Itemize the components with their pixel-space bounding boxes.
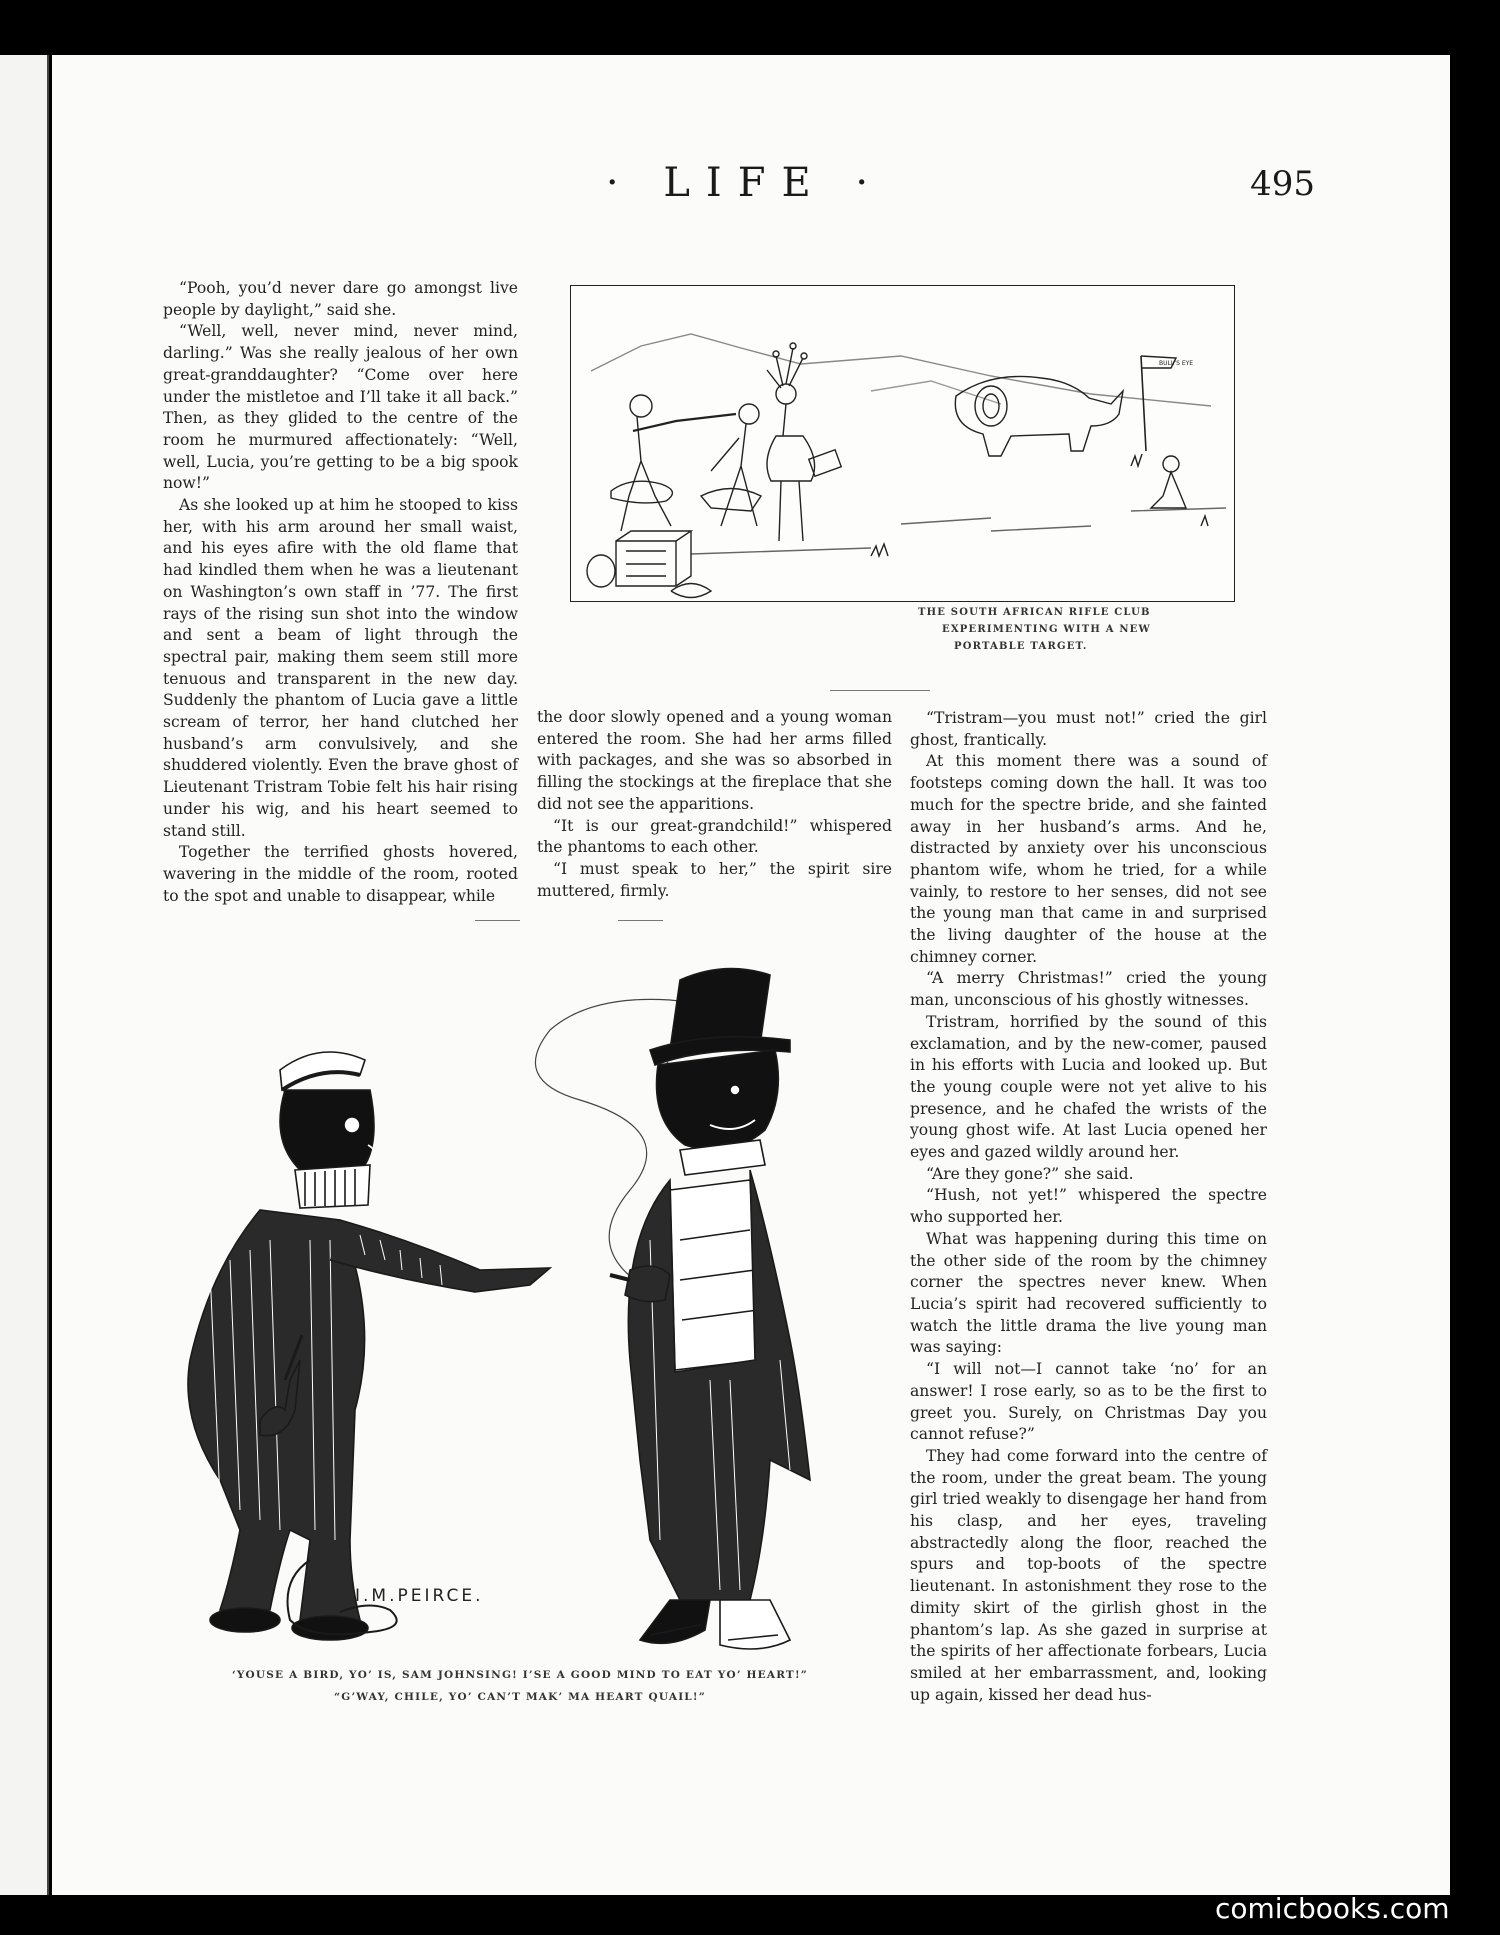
paragraph: Tristram, horrified by the sound of this exclamation, and by the new-comer, paused in his efforts with Lucia and looked up. But the young couple were not yet alive to his presence, and he chafed the wrists of the young ghost wife. At last Lucia opened her eyes and gazed wildly around her. [910, 1012, 1267, 1162]
paragraph: “Pooh, you’d never dare go amongst live people by daylight,” said she. [163, 279, 518, 319]
paragraph: They had come forward into the centre of the room, under the great beam. The young girl tried weakly to disengage her hand from his clasp, and her eyes, traveling abstractedly along the floor, reached the spurs and top-boots of the spectre lieutenant. In astonishment they rose to the dimity skirt of the girlish ghost in the phantom’s lap. As she gazed in surprise at the spirits of her affectionate forbears, Lucia smiled at her embarrassment, and, looking up again, kissed her dead hus- [910, 1446, 1267, 1704]
paragraph: “Tristram—you must not!” cried the girl ghost, frantically. [910, 709, 1267, 749]
artist-signature: I.M.PEIRCE. [355, 1586, 484, 1606]
two-men-cartoon [110, 940, 960, 1680]
caption-line: THE SOUTH AFRICAN RIFLE CLUB [918, 607, 1151, 618]
paragraph: As she looked up at him he stooped to kiss her, with his arm around her small waist, and his eyes afire with the old flame that had kindled them when he was a lieutenant on Washington’s own staff in ’77. The first rays of the rising sun shot into the window and sent a beam of light through the spectral pair, making them seem still more tenuous and transparent in the new day. Suddenly the phantom of Lucia gave a little scream of terror, her hand clutched her husband’s arm convulsively, and she shuddered violently. Even the brave ghost of Lieutenant Tristram Tobie felt his hair rising under his wig, and his heart seemed to stand still. [163, 496, 518, 840]
caption-line: EXPERIMENTING WITH A NEW [942, 624, 1151, 635]
paragraph: “I must speak to her,” the spirit sire muttered, firmly. [537, 859, 892, 900]
column-end-rule [618, 920, 663, 921]
column-2 [537, 707, 892, 902]
paragraph: “Hush, not yet!” whispered the spectre who supported her. [910, 1186, 1267, 1227]
rifle-club-cartoon [570, 285, 1235, 602]
cartoon-divider [830, 690, 930, 691]
page-number: 495 [1250, 164, 1315, 204]
two-men-caption [160, 1664, 880, 1708]
caption-line: PORTABLE TARGET. [954, 641, 1088, 652]
site-watermark: comicbooks.com [1215, 1892, 1450, 1925]
paragraph: the door slowly opened and a young woman entered the room. She had her arms filled with packages, and she was so absorbed in filling the stockings at the fireplace that she did not see the apparitions. [537, 708, 892, 813]
column-end-rule [475, 920, 520, 921]
paragraph: “Well, well, never mind, never mind, darling.” Was she really jealous of her own great-granddaughter? “Come over here under the mistletoe and I’ll take it all back.” Then, as they glided to the centre of the room he murmured affectionately: “Well, well, Lucia, you’re getting to be a big spook now!” [163, 322, 518, 493]
caption-line: ‘YOUSE A BIRD, YO’ IS, SAM JOHNSING! I’SE A GOOD MIND TO EAT YO’ HEART!” [231, 1669, 808, 1681]
column-1 [163, 278, 518, 907]
paragraph: What was happening during this time on the other side of the room by the chimney corner the spectres never knew. When Lucia’s spirit had recovered sufficiently to watch the little drama the live young man was saying: [910, 1229, 1267, 1357]
caption-line: “G’WAY, CHILE, YO’ CAN’T MAK’ MA HEART QUAIL!” [334, 1691, 706, 1703]
paragraph: At this moment there was a sound of footsteps coming down the hall. It was too much for the spectre bride, and she fainted away in her husband’s arms. And he, distracted by anxiety over his unconscious phantom wife, whom he tried, for a while vainly, to restore to her senses, did not see the young man that came in and surprised the living daughter of the house at the chimney corner. [910, 752, 1267, 966]
two-men-illustration [110, 940, 960, 1680]
column-3 [910, 708, 1267, 1706]
masthead-title: · LIFE · [605, 160, 885, 206]
paragraph: “It is our great-grandchild!” whispered the phantoms to each other. [537, 816, 892, 857]
rifle-club-caption [918, 604, 1218, 655]
paragraph: Together the terrified ghosts hovered, wavering in the middle of the room, rooted to the spot and unable to disappear, while [163, 843, 518, 905]
masthead [175, 160, 1315, 240]
paragraph: “Are they gone?” she said. [926, 1164, 1134, 1183]
paragraph: “I will not—I cannot take ‘no’ for an answer! I rose early, so as to be the first to greet you. Surely, on Christmas Day you cannot refuse?” [910, 1360, 1267, 1444]
paragraph: “A merry Christmas!” cried the young man, unconscious of his ghostly witnesses. [910, 969, 1267, 1010]
left-page-edge [0, 55, 49, 1895]
rifle-club-illustration [571, 286, 1234, 601]
flag-label: BULL’S EYE [1159, 360, 1194, 367]
